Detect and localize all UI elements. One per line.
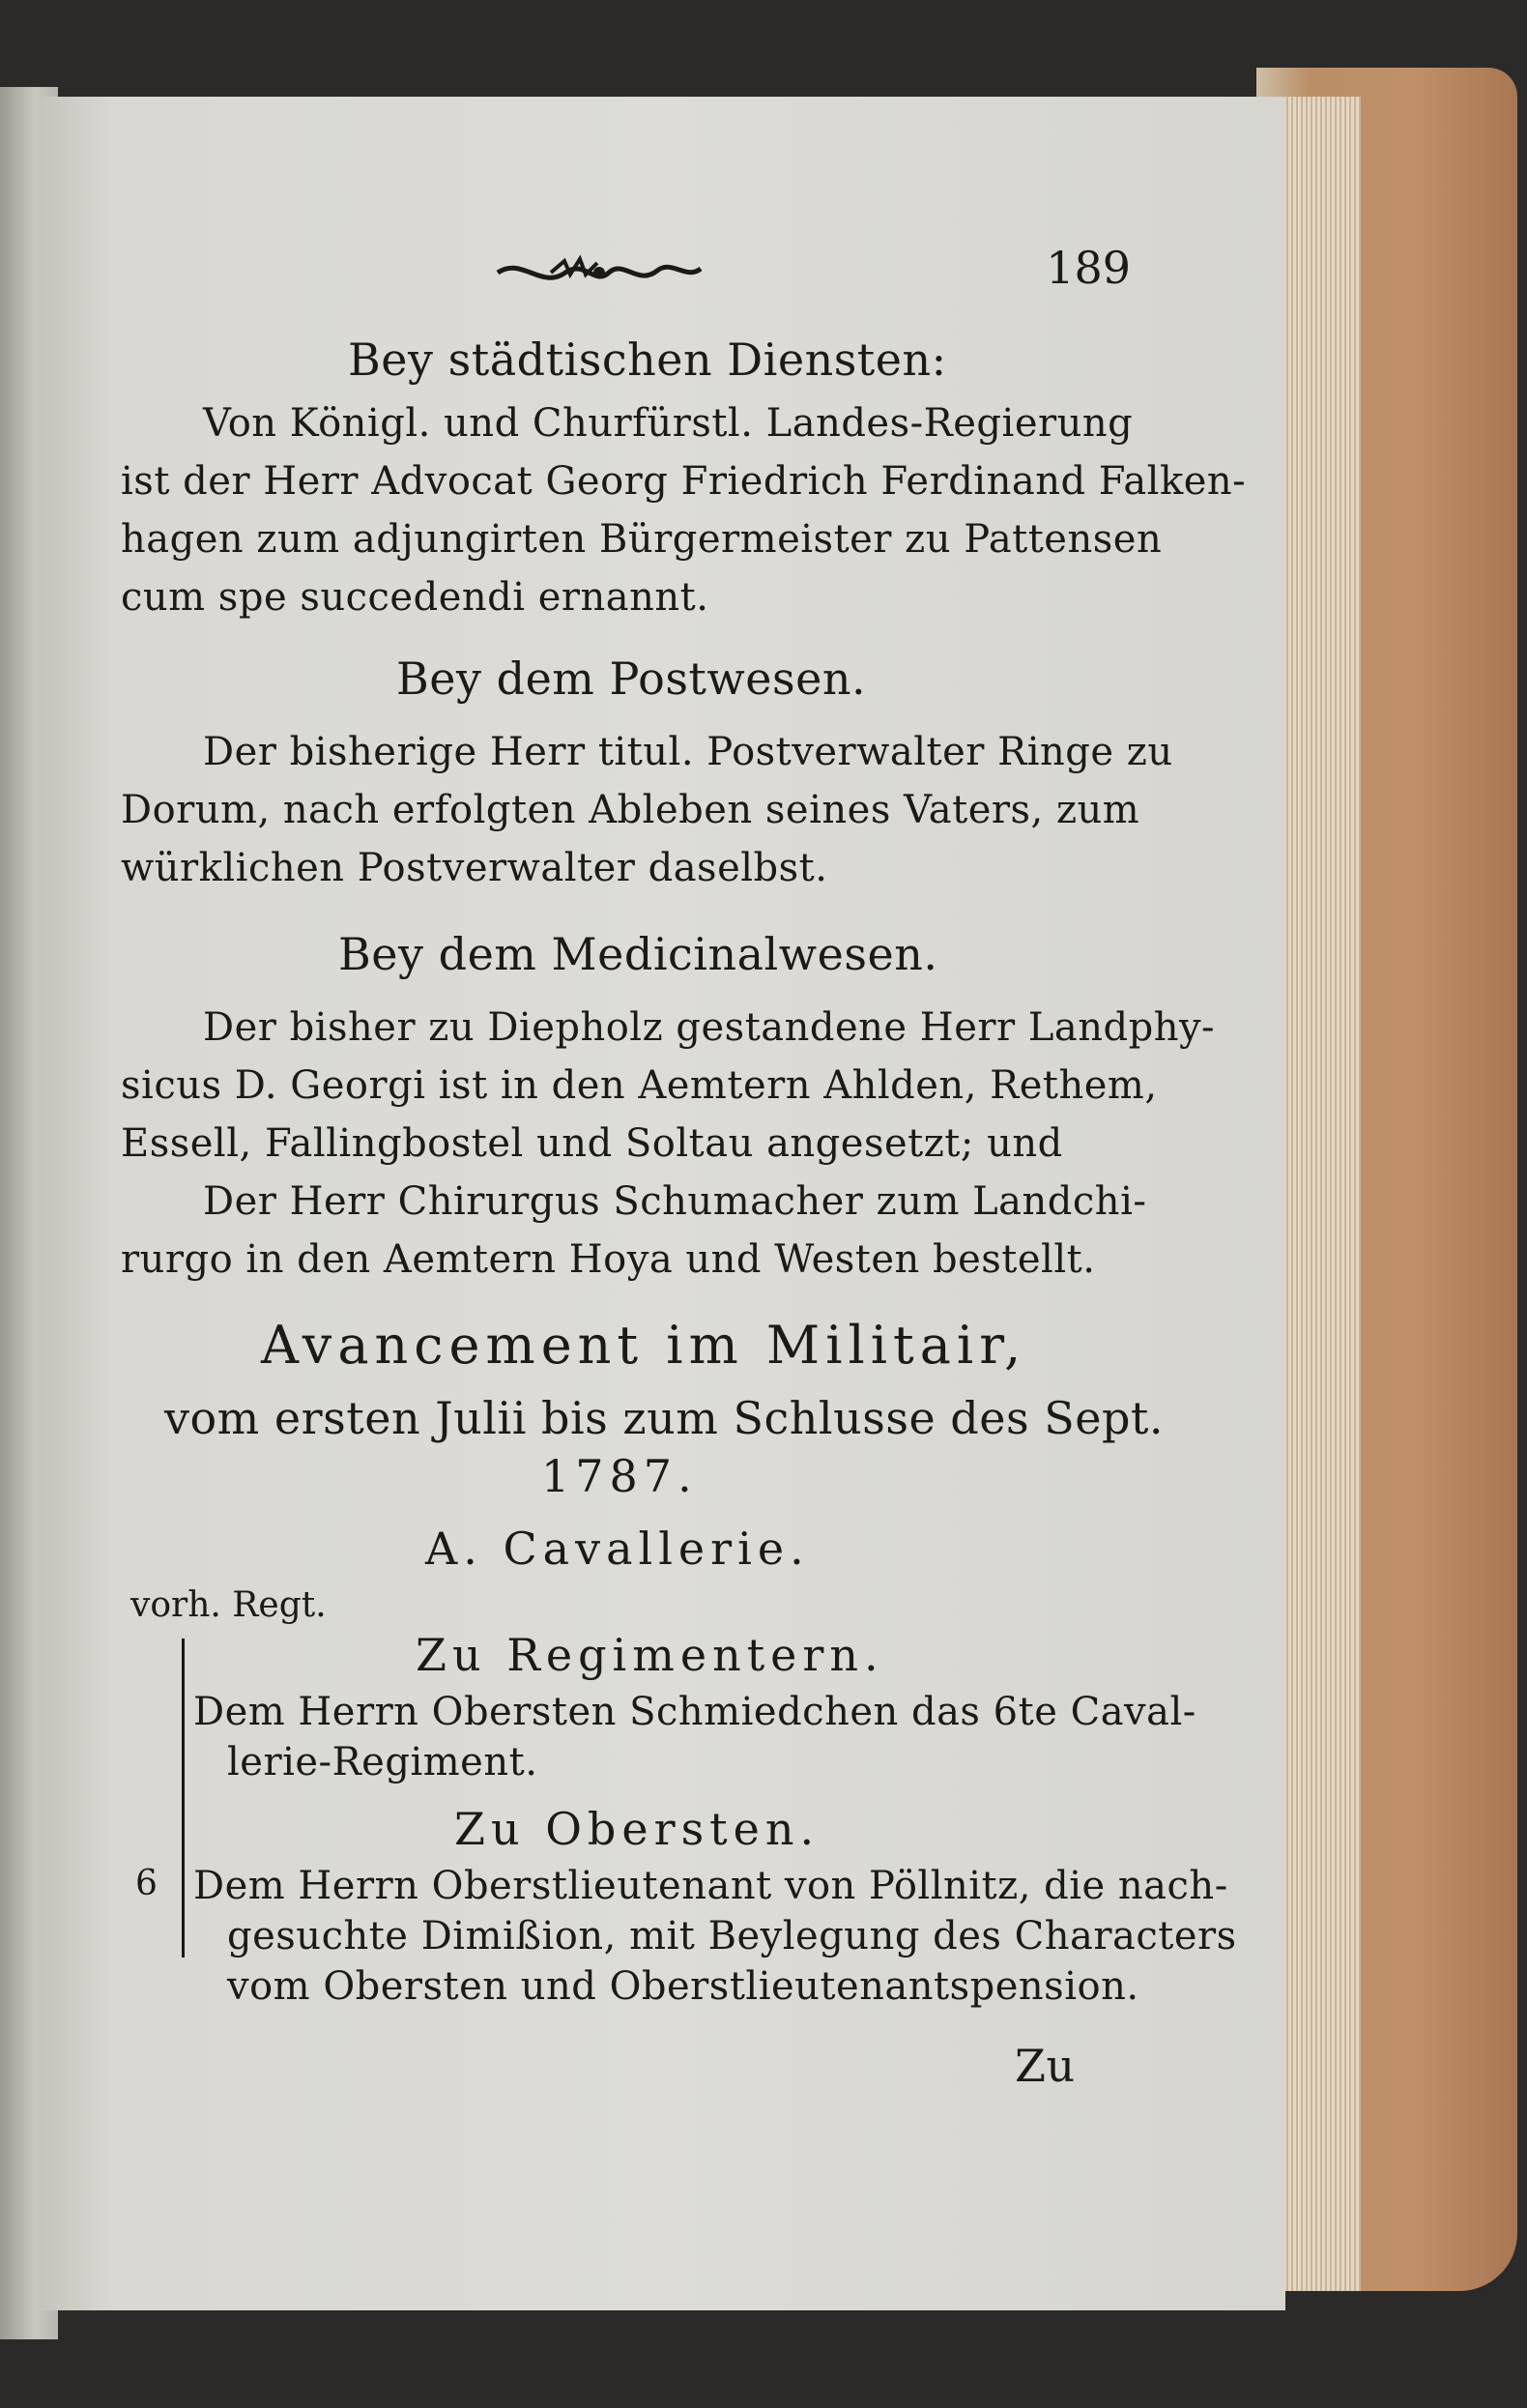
margin-bracket [182,1639,185,1958]
section-heading: Bey dem Postwesen. [396,653,867,705]
text-line: Der Herr Chirurgus Schumacher zum Landchi- [203,1179,1147,1224]
text-line: Dem Herrn Obersten Schmiedchen das 6te Caval- [193,1690,1196,1734]
text-line: Dorum, nach erfolgten Ableben seines Vaters, zum [121,788,1140,832]
avancement-title: Avancement im Militair, [261,1315,1027,1376]
text-line: rurgo in den Aemtern Hoya und Westen bestellt. [121,1237,1096,1282]
text-line: würklichen Postverwalter daselbst. [121,846,828,890]
avancement-subtitle: vom ersten Julii bis zum Schlusse des Sept. [164,1392,1164,1444]
text-line: Der bisher zu Diepholz gestandene Herr Landphy- [203,1005,1216,1050]
sub-heading: Zu Regimentern. [416,1629,884,1681]
margin-label: vorh. Regt. [130,1585,327,1625]
text-line: Dem Herrn Oberstlieutenant von Pöllnitz, die nach- [193,1864,1228,1908]
avancement-year: 1787. [541,1450,698,1502]
text-line: Der bisherige Herr titul. Postverwalter Ringe zu [203,730,1173,774]
catchword: Zu [1015,2040,1076,2092]
text-line: Von Königl. und Churfürstl. Landes-Regierung [203,401,1134,446]
page-number: 189 [1046,242,1131,294]
text-line: gesuchte Dimißion, mit Beylegung des Characters [227,1914,1237,1958]
book-page [39,97,1285,2310]
page-edges [1274,97,1361,2291]
text-line: ist der Herr Advocat Georg Friedrich Ferdinand Falken- [121,459,1247,504]
section-heading: Bey städtischen Diensten: [348,334,947,386]
margin-number: 6 [135,1864,158,1903]
running-head [493,242,1131,300]
ornament-icon [493,251,706,294]
division-heading: A. Cavallerie. [425,1523,810,1575]
text-line: hagen zum adjungirten Bürgermeister zu Pattensen [121,517,1163,562]
text-line: Essell, Fallingbostel und Soltau angesetzt; und [121,1121,1063,1166]
text-line: cum spe succedendi ernannt. [121,575,709,620]
text-line: lerie-Regiment. [227,1740,538,1784]
text-line: vom Obersten und Oberstlieutenantspension. [227,1964,1139,2009]
sub-heading: Zu Obersten. [454,1803,821,1855]
section-heading: Bey dem Medicinalwesen. [338,928,938,980]
text-line: sicus D. Georgi ist in den Aemtern Ahlden, Rethem, [121,1063,1158,1108]
